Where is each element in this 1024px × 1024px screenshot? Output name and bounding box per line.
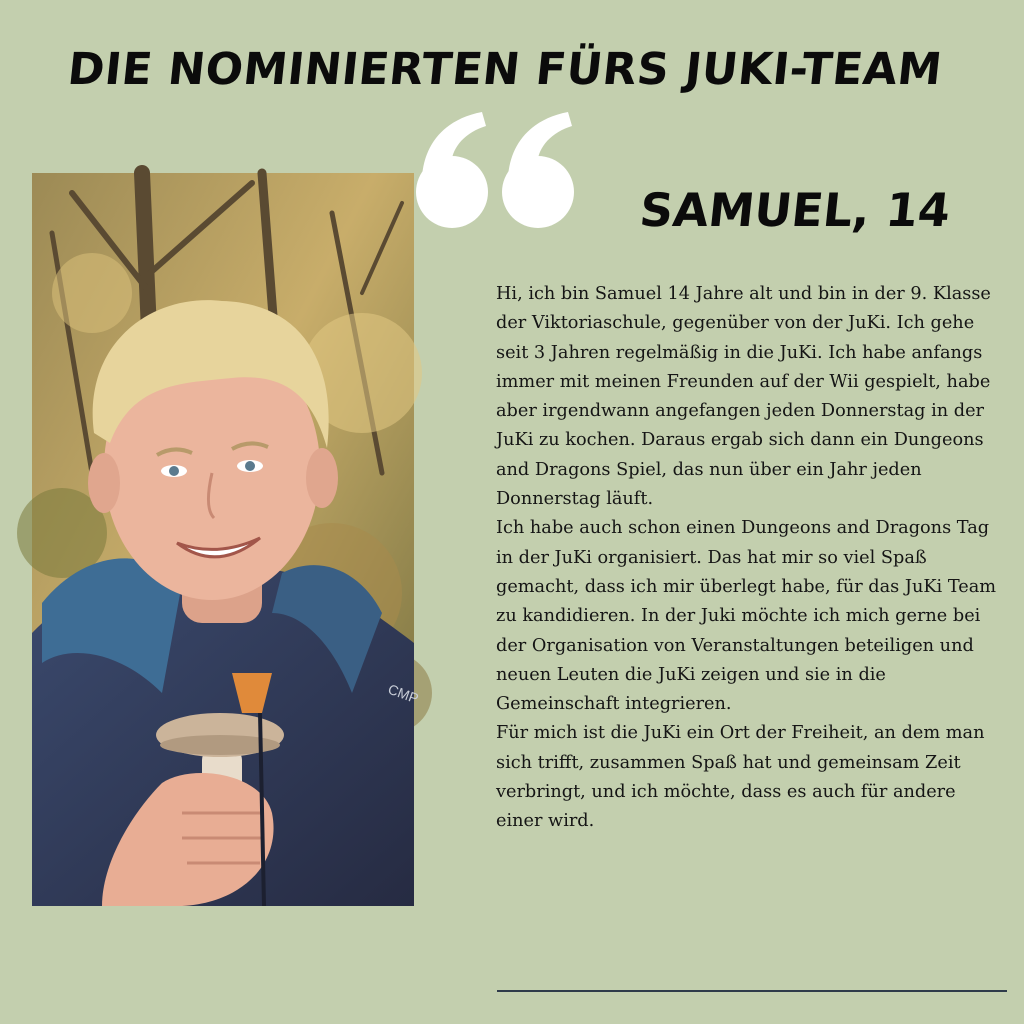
- bio-paragraph: Ich habe auch schon einen Dungeons and Dragons Tag in der JuKi organisiert. Das hat mir so viel Spaß gemacht, dass ich mir überlegt habe, für das JuKi Team zu kandidieren. In der Juki möchte ich mich gerne bei der Organisation von Veranstaltungen beteiligen und neuen Leuten die JuKi zeigen und sie in die Gemeinschaft integrieren.: [496, 518, 997, 715]
- quote-icon: [412, 110, 582, 230]
- bio-paragraph: Hi, ich bin Samuel 14 Jahre alt und bin in der 9. Klasse der Viktoriaschule, gegenüber von der JuKi. Ich gehe seit 3 Jahren regelmäßig in die JuKi. Ich habe anfangs immer mit meinen Freunden auf der Wii gespielt, habe aber irgendwann angefangen jeden Donnerstag in der JuKi zu kochen. Daraus ergab sich dann ein Dungeons and Dragons Spiel, das nun über ein Jahr jeden Donnerstag läuft.: [496, 284, 991, 510]
- bio-paragraph: Für mich ist die JuKi ein Ort der Freiheit, an dem man sich trifft, zusammen Spaß hat und gemeinsam Zeit verbringt, und ich möchte, dass es auch für andere einer wird.: [496, 723, 985, 832]
- nominee-name-age: SAMUEL, 14: [637, 183, 953, 237]
- divider: [497, 990, 1007, 992]
- nominee-bio: [496, 280, 1000, 837]
- page-title: DIE NOMINIERTEN FÜRS JUKI-TEAM: [65, 44, 945, 95]
- portrait-photo: [32, 173, 421, 906]
- svg-text:CMP: CMP: [385, 680, 421, 707]
